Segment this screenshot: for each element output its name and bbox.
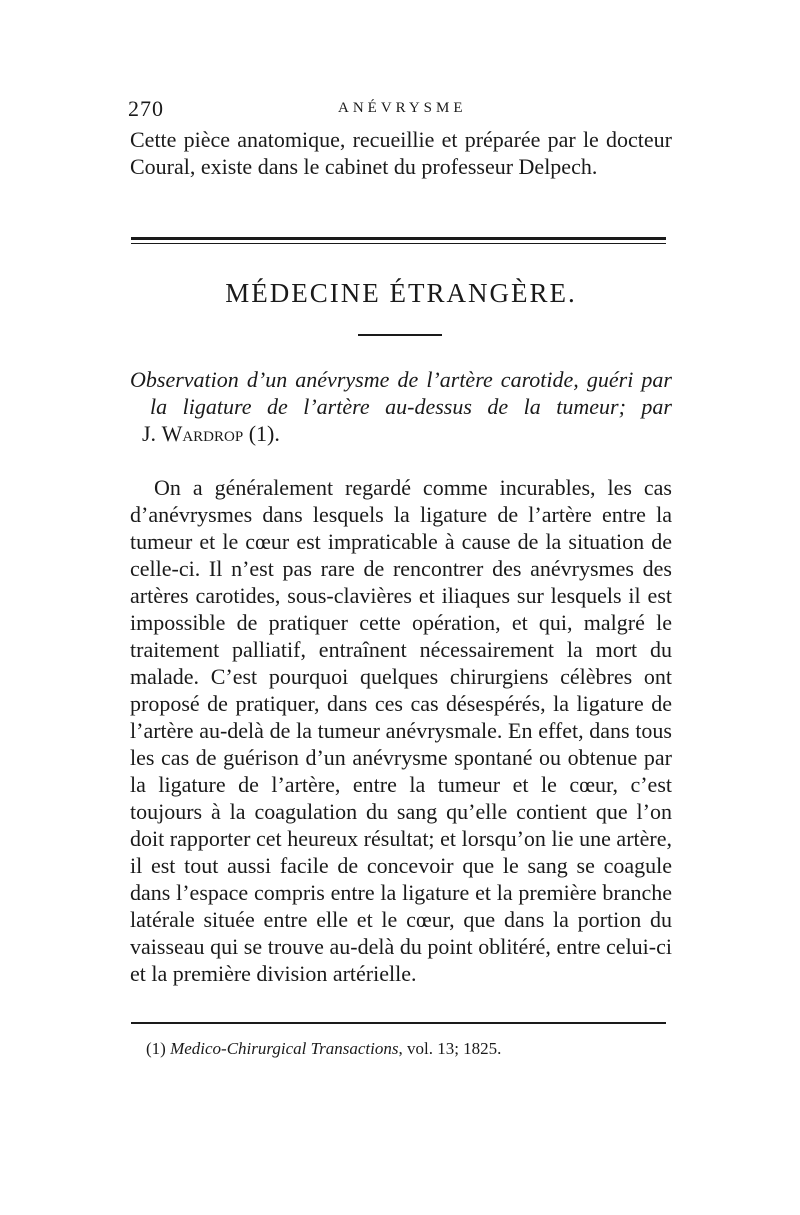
author-initial: J. [142,421,162,446]
intro-paragraph: Cette pièce anatomique, recueillie et préparée par le docteur Coural, existe dans le cabinet du professeur Delpech. [130,127,672,179]
footnote-reference: (1). [243,421,280,446]
observation-title [130,366,672,447]
section-separator-double-rule [131,237,666,245]
running-title: ANÉVRYSME [338,100,467,116]
body-paragraph: On a généralement regardé comme incurables, les cas d’anévrysmes dans lesquels la ligature de l’artère entre la tumeur et le cœur est impraticable à cause de la situation de celle-ci. Il n’est pas rare de rencontrer des anévrysmes des artères carotides, sous-clavières et iliaques sur lesquels il est impossible de pratiquer cette opération, et qui, malgré le traitement palliatif, entraînent nécessairement la mort du malade. C’est pourquoi quelques chirurgiens célèbres ont proposé de pratiquer, dans ces cas désespérés, la ligature de l’artère au-delà de la tumeur anévrysmale. En effet, dans tous les cas de guérison d’un anévrysme spontané ou obtenue par la ligature de l’artère, entre la tumeur et le cœur, c’est toujours à la coagulation du sang qu’elle contient que l’on doit rapporter cet heureux résultat; et lorsqu’on lie une artère, il est tout aussi facile de concevoir que le sang se coagule dans l’espace compris entre la ligature et la première branche latérale située entre elle et le cœur, que dans la portion du vaisseau qui se trouve au-delà du point oblitéré, entre celui-ci et la première division artérielle. [130,475,672,986]
observation-author-line [130,420,672,447]
footnote-details: , vol. 13; 1825. [398,1039,502,1058]
section-title: MÉDECINE ÉTRANGÈRE. [225,278,577,308]
page-number: 270 [128,96,164,121]
footnote-marker: (1) [146,1039,171,1058]
observation-title-line-1: Observation d’un anévrysme de l’artère carotide, guéri par [130,367,672,392]
footnote-journal: Medico-Chirurgical Transactions [170,1039,399,1058]
running-head [128,96,673,122]
author-name: Wardrop [161,421,244,446]
title-underline-rule [358,334,442,336]
observation-title-line-2: la ligature de l’artère au-dessus de la tumeur; par [150,394,672,419]
separator-thin-line [131,243,666,244]
intro-paragraph-block [130,126,672,180]
footnote-rule [131,1022,666,1024]
footnote [146,1038,666,1060]
body-text-block [130,474,672,987]
separator-thick-line [131,237,666,240]
